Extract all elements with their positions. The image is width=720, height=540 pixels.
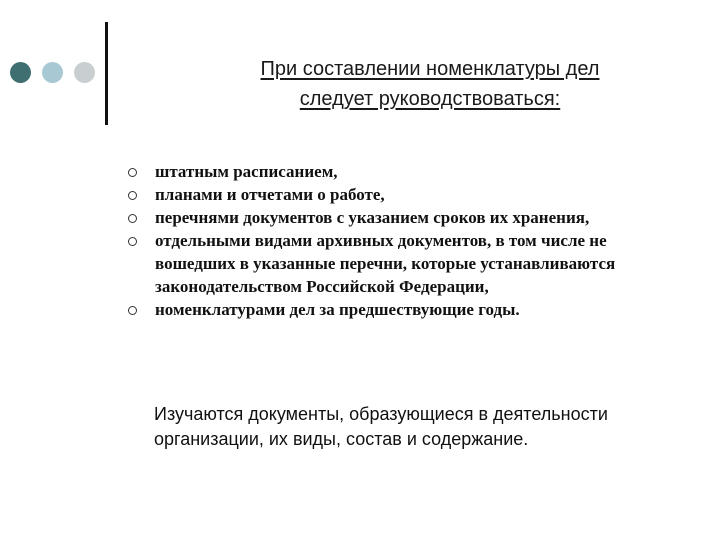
slide-title bbox=[150, 54, 710, 114]
decorative-dots bbox=[10, 62, 94, 86]
circle-bullet-icon bbox=[128, 237, 137, 246]
list-item-text: номенклатурами дел за предшествующие годы. bbox=[155, 300, 520, 319]
title-line-1: При составлении номенклатуры дел bbox=[260, 58, 600, 80]
list-item bbox=[128, 229, 688, 298]
list-item-text: штатным расписанием, bbox=[155, 162, 338, 181]
dark-dot-icon bbox=[10, 62, 31, 83]
circle-bullet-icon bbox=[128, 214, 137, 223]
circle-bullet-icon bbox=[128, 306, 137, 315]
circle-bullet-icon bbox=[128, 168, 137, 177]
list-item bbox=[128, 183, 688, 206]
vertical-divider bbox=[105, 22, 108, 125]
bullet-list bbox=[128, 160, 688, 321]
grey-dot-icon bbox=[74, 62, 95, 83]
light-blue-dot-icon bbox=[42, 62, 63, 83]
list-item-text: отдельными видами архивных документов, в том числе не вошедших в указанные перечни, которые устанавливаются законодательством Российской Федерации, bbox=[155, 231, 616, 296]
title-line-2: следует руководствоваться: bbox=[299, 88, 561, 110]
circle-bullet-icon bbox=[128, 191, 137, 200]
list-item bbox=[128, 206, 688, 229]
list-item-text: перечнями документов с указанием сроков их хранения, bbox=[155, 208, 590, 227]
list-item bbox=[128, 298, 688, 321]
list-item bbox=[128, 160, 688, 183]
summary-note: Изучаются документы, образующиеся в деятельности организации, их виды, состав и содержание. bbox=[154, 404, 608, 449]
list-item-text: планами и отчетами о работе, bbox=[155, 185, 385, 204]
